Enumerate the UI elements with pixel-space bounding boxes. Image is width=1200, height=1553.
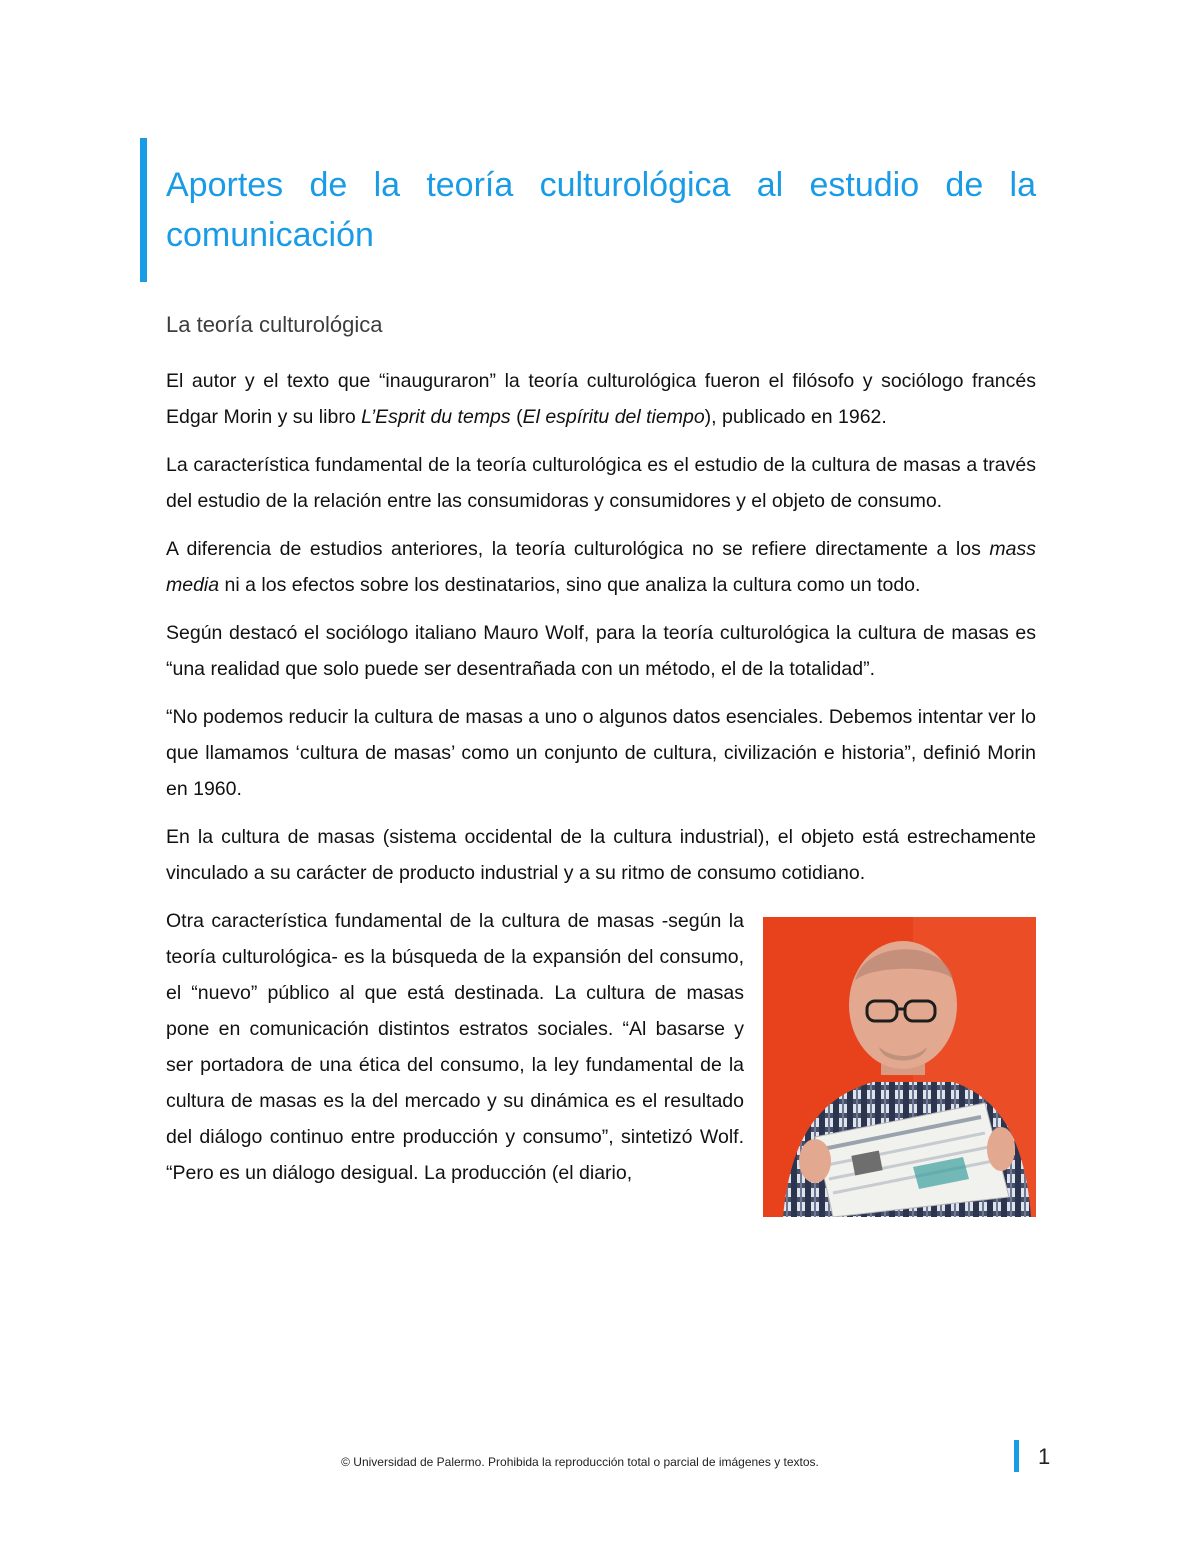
paragraph-4: Según destacó el sociólogo italiano Mauro Wolf, para la teoría culturológica la cultura de masas es “una realidad que solo puede ser desentrañada con un método, el de la totalidad”. (166, 622, 1036, 680)
man-reading-newspaper-photo (763, 917, 1036, 1217)
paragraph-1-text-c: ( (510, 406, 523, 428)
paragraph-3 (166, 531, 1036, 603)
title-accent-bar (140, 138, 147, 282)
paragraph-5: “No podemos reducir la cultura de masas a uno o algunos datos esenciales. Debemos intentar ver lo que llamamos ‘cultura de masas’ como un conjunto de cultura, civilización e historia”, definió Morin en 1960. (166, 706, 1036, 800)
book-title-french: L’Esprit du temps (361, 406, 511, 428)
paragraph-1 (166, 363, 1036, 435)
book-title-spanish: El espíritu del tiempo (522, 406, 705, 428)
paragraph-1-text-a: El autor y el texto que “inauguraron” la teoría culturológica fueron el filósofo y sociólogo francés Edgar Morin y su libro (166, 370, 1036, 428)
paragraph-6: En la cultura de masas (sistema occidental de la cultura industrial), el objeto está estrechamente vinculado a su carácter de producto industrial y a su ritmo de consumo cotidiano. (166, 826, 1036, 884)
footer-accent-bar (1014, 1440, 1019, 1472)
section-subtitle: La teoría culturológica (166, 312, 383, 337)
page-number: 1 (1038, 1444, 1051, 1469)
document-title: Aportes de la teoría culturológica al estudio de la comunicación (166, 166, 1036, 254)
paragraph-3-text-c: ni a los efectos sobre los destinatarios, sino que analiza la cultura como un todo. (219, 574, 921, 596)
paragraph-2: La característica fundamental de la teoría culturológica es el estudio de la cultura de masas a través del estudio de la relación entre las consumidoras y consumidores y el objeto de consumo. (166, 454, 1036, 512)
paragraph-3-text-a: A diferencia de estudios anteriores, la teoría culturológica no se refiere directamente a los (166, 538, 990, 560)
mass-media-term: mass media (166, 538, 1036, 596)
text-with-photo (166, 903, 1036, 1217)
paragraph-7: Otra característica fundamental de la cultura de masas -según la teoría culturológica- es la búsqueda de la expansión del consumo, el “nuevo” público al que está destinada. La cultura de masas pone en comunicación distintos estratos sociales. “Al basarse y ser portadora de una ética del consumo, la ley fundamental de la cultura de masas es la del mercado y su dinámica es el resultado del diálogo continuo entre producción y consumo”, sintetizó Wolf. “Pero es un diálogo desigual. La producción (el diario, (166, 910, 744, 1184)
body-text (166, 363, 1036, 1217)
paragraph-1-text-e: ), publicado en 1962. (704, 406, 887, 428)
footer-copyright: © Universidad de Palermo. Prohibida la reproducción total o parcial de imágenes y textos. (341, 1455, 819, 1469)
